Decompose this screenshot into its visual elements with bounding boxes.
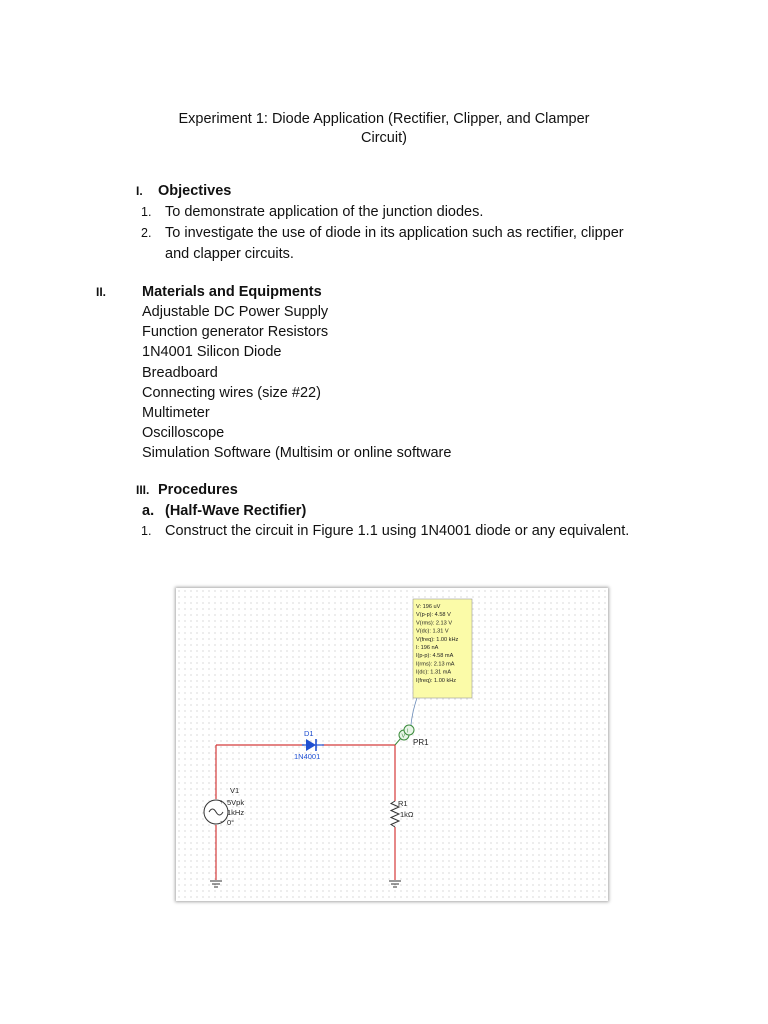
material-item: 1N4001 Silicon Diode xyxy=(142,344,282,361)
title-line-2: Circuit) xyxy=(361,130,407,146)
material-item: Multimeter xyxy=(142,404,210,421)
step-1-text: Construct the circuit in Figure 1.1 using 1N4001 diode or any equivalent. xyxy=(165,523,630,539)
readout-line: V(dc): 1.31 V xyxy=(416,628,449,635)
resistor-value: 1kΩ xyxy=(400,810,414,819)
svg-text:V: V xyxy=(401,733,406,740)
probe-ref: PR1 xyxy=(413,738,429,747)
procedure-sub-heading: (Half-Wave Rectifier) xyxy=(165,503,307,519)
step-1-number: 1. xyxy=(141,524,152,538)
svg-text:I: I xyxy=(407,728,409,735)
objective-1-text xyxy=(165,202,483,223)
readout-line: I(p-p): 4.58 mA xyxy=(416,653,454,660)
section-2-numeral: II. xyxy=(96,285,107,299)
source-amplitude: 5Vpk xyxy=(227,798,245,807)
svg-text:−: − xyxy=(220,819,225,826)
title-line-1: Experiment 1: Diode Application (Rectifier, Clipper, and Clamper xyxy=(178,111,590,127)
objective-2-line-1: To investigate the use of diode in its application such as rectifier, clipper xyxy=(165,225,624,241)
probe-readout-tooltip xyxy=(413,599,472,698)
circuit-figure xyxy=(176,588,608,901)
section-3-numeral: III. xyxy=(136,483,150,497)
objective-1-number: 1. xyxy=(141,205,152,219)
source-ref: V1 xyxy=(230,786,240,795)
material-item: Function generator Resistors xyxy=(142,324,329,341)
section-3-heading: Procedures xyxy=(158,482,238,498)
readout-line: V(freq): 1.00 kHz xyxy=(416,636,459,643)
schematic-canvas xyxy=(176,588,608,901)
section-2-heading: Materials and Equipments xyxy=(142,284,322,300)
readout-line: V(p-p): 4.58 V xyxy=(416,612,451,619)
section-1-heading: Objectives xyxy=(158,183,232,199)
resistor-ref: R1 xyxy=(398,799,408,808)
materials-list xyxy=(142,302,451,464)
svg-text:+: + xyxy=(220,800,224,806)
readout-line: I(rms): 2.13 mA xyxy=(416,661,455,668)
diode-part: 1N4001 xyxy=(294,752,321,761)
material-item: Breadboard xyxy=(142,364,218,381)
material-item: Adjustable DC Power Supply xyxy=(142,304,329,320)
readout-line: I: 196 nA xyxy=(416,645,439,651)
material-item: Simulation Software (Multisim or online software xyxy=(142,445,452,462)
document-title xyxy=(150,110,618,148)
readout-line: I(freq): 1.00 kHz xyxy=(416,677,457,684)
objective-2-line-2: and clapper circuits. xyxy=(165,245,294,262)
readout-line: V: 196 uV xyxy=(416,604,441,610)
section-1-numeral: I. xyxy=(136,184,143,198)
readout-line: V(rms): 2.13 V xyxy=(416,620,453,627)
objective-2-number: 2. xyxy=(141,226,152,240)
diode-ref: D1 xyxy=(304,729,314,738)
source-phase: 0° xyxy=(227,818,235,827)
objective-1-line-1: To demonstrate application of the junction diodes. xyxy=(165,204,484,220)
source-frequency: 1kHz xyxy=(227,808,245,817)
procedure-sub-label: a. xyxy=(142,503,155,519)
objective-2-text xyxy=(165,223,624,264)
material-item: Connecting wires (size #22) xyxy=(142,384,321,401)
material-item: Oscilloscope xyxy=(142,425,225,442)
readout-line: I(dc): 1.31 mA xyxy=(416,669,452,676)
